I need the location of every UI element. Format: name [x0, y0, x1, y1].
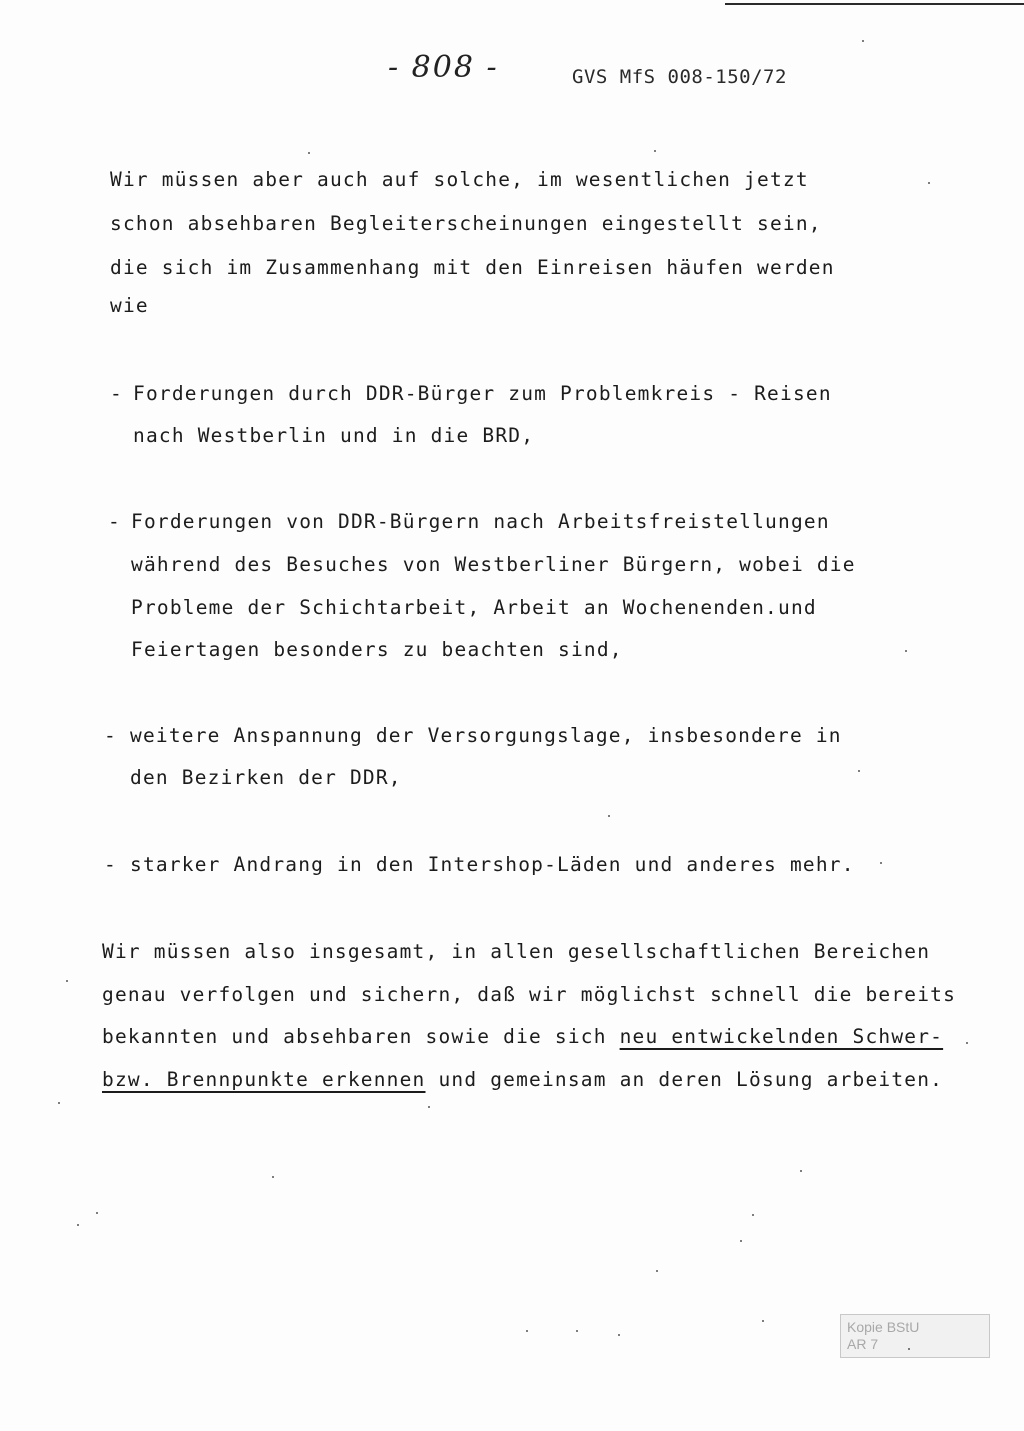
bullet-dash: - — [110, 382, 122, 405]
scan-speck — [905, 650, 907, 652]
scan-speck — [58, 1102, 60, 1104]
bullet-2-line-3: Probleme der Schichtarbeit, Arbeit an Wochenenden.und — [131, 596, 817, 619]
scan-speck — [858, 770, 860, 772]
top-edge-rule — [725, 3, 1024, 5]
scan-speck — [272, 1176, 274, 1178]
bullet-dash: - — [108, 510, 120, 533]
scan-speck — [308, 152, 310, 154]
underlined-phrase-part-1: neu entwickelnden Schwer- — [619, 1025, 944, 1048]
bullet-2-line-1: Forderungen von DDR-Bürgern nach Arbeitsfreistellungen — [131, 510, 830, 533]
scan-speck — [576, 1330, 578, 1332]
scan-speck — [800, 1170, 802, 1172]
scan-speck — [618, 1334, 620, 1336]
page-number: - 808 - — [388, 50, 499, 85]
conclusion-line-3-text: bekannten und absehbaren sowie die sich — [102, 1025, 620, 1048]
scan-speck — [66, 980, 68, 982]
scan-speck — [428, 1106, 430, 1108]
bullet-dash: - — [104, 724, 116, 747]
conclusion-line-1: Wir müssen also insgesamt, in allen gesellschaftlichen Bereichen — [102, 940, 931, 963]
underlined-phrase-part-2: bzw. Brennpunkte erkennen — [102, 1068, 426, 1091]
bullet-2-line-4: Feiertagen besonders zu beachten sind, — [131, 638, 623, 661]
bullet-dash: - — [104, 853, 116, 876]
scan-speck — [752, 1214, 754, 1216]
stamp-line-2: AR 7 — [847, 1336, 879, 1352]
scan-speck — [762, 1320, 764, 1322]
intro-line-2: schon absehbaren Begleiterscheinungen eingestellt sein, — [110, 212, 822, 235]
scan-speck — [656, 1270, 658, 1272]
bullet-3-line-2: den Bezirken der DDR, — [130, 766, 402, 789]
bullet-1-line-2: nach Westberlin und in die BRD, — [133, 424, 535, 447]
stamp-line-1: Kopie BStU — [847, 1319, 920, 1335]
scan-speck — [862, 40, 864, 42]
scan-speck — [740, 1240, 742, 1242]
intro-line-4: wie — [110, 294, 149, 317]
bullet-4-line-1: starker Andrang in den Intershop-Läden und anderes mehr. — [130, 853, 855, 876]
bullet-3-line-1: weitere Anspannung der Versorgungslage, insbesondere in — [130, 724, 842, 747]
scan-speck — [908, 1348, 910, 1350]
bullet-1-line-1: Forderungen durch DDR-Bürger zum Problemkreis - Reisen — [133, 382, 832, 405]
conclusion-line-2: genau verfolgen und sichern, daß wir möglichst schnell die bereits — [102, 983, 957, 1006]
conclusion-line-3 — [102, 1027, 943, 1047]
bullet-2-line-2: während des Besuches von Westberliner Bürgern, wobei die — [131, 553, 856, 576]
intro-line-3: die sich im Zusammenhang mit den Einreisen häufen werden — [110, 256, 835, 279]
scan-speck — [77, 1224, 79, 1226]
intro-line-1: Wir müssen aber auch auf solche, im wesentlichen jetzt — [110, 168, 809, 191]
scan-speck — [526, 1330, 528, 1332]
scan-speck — [608, 815, 610, 817]
scan-speck — [96, 1212, 98, 1214]
scan-speck — [880, 862, 882, 864]
scan-speck — [654, 150, 656, 152]
scan-speck — [928, 182, 930, 184]
document-reference: GVS MfS 008-150/72 — [572, 66, 787, 88]
conclusion-line-4 — [102, 1070, 943, 1090]
archive-stamp — [840, 1314, 990, 1358]
conclusion-line-4-text: und gemeinsam an deren Lösung arbeiten. — [425, 1068, 944, 1091]
scan-speck — [966, 1042, 968, 1044]
